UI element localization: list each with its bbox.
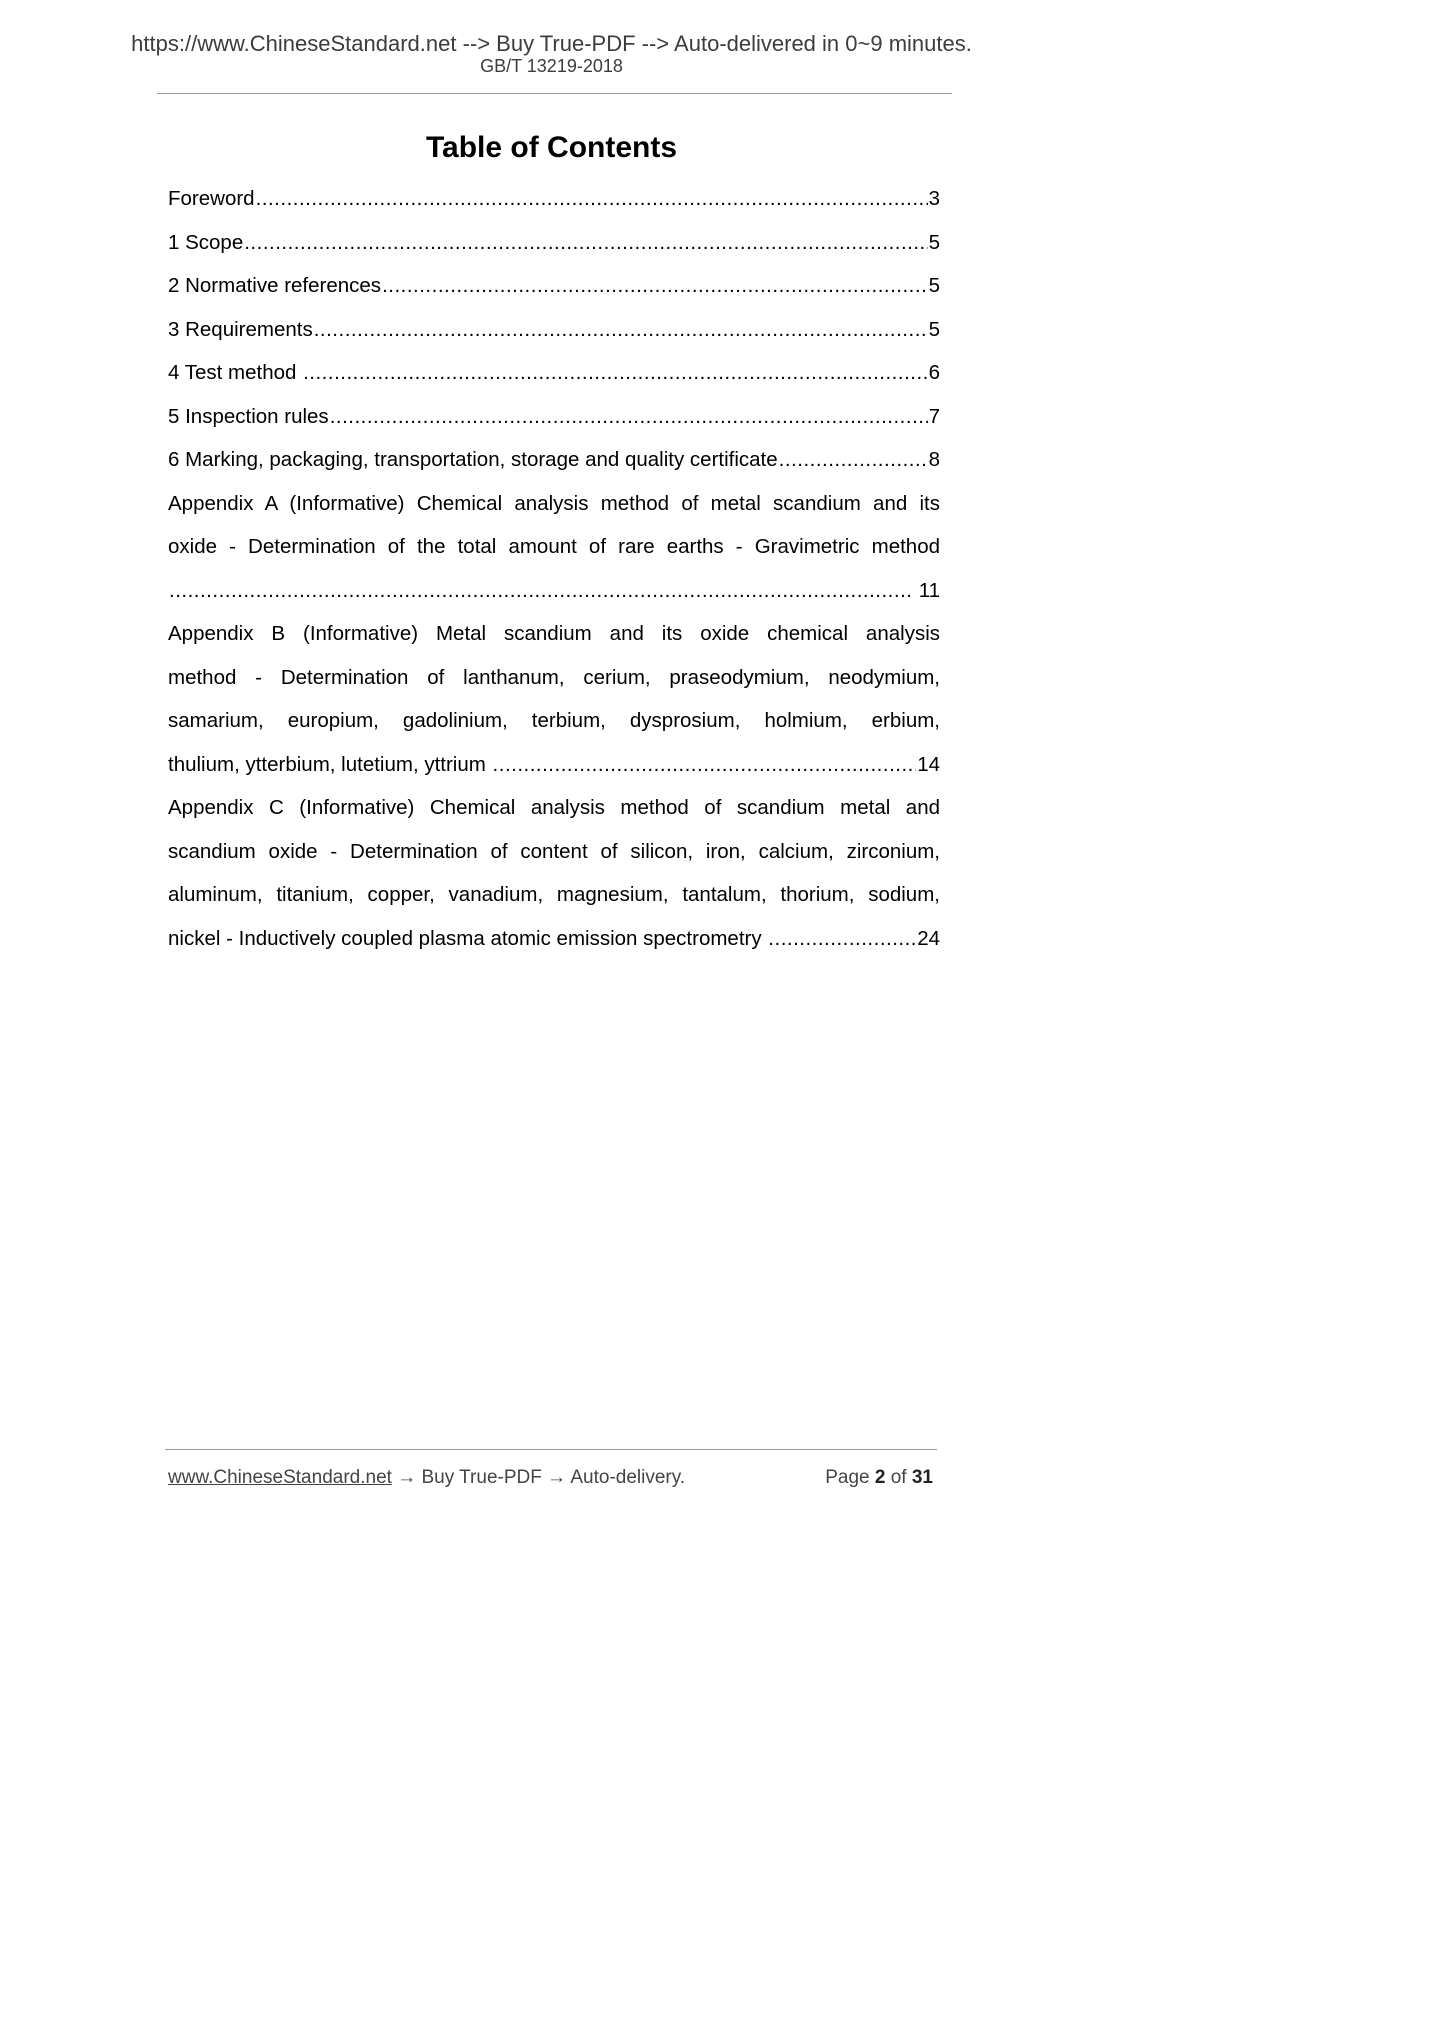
toc-entry-page: 6 [928, 361, 940, 384]
toc-entry-foreword[interactable] [168, 177, 940, 221]
toc-leader-dots [493, 743, 917, 787]
toc-entry-line: oxide - Determination of the total amount of rare earths - Gravimetric method [168, 535, 940, 558]
toc-entry-label: 6 Marking, packaging, transportation, storage and quality certificate [168, 448, 778, 471]
toc-entry-line: scandium oxide - Determination of content of silicon, iron, calcium, zirconium, [168, 839, 940, 863]
table-of-contents [168, 177, 940, 960]
toc-leader-dots [768, 917, 916, 961]
toc-entry-page: 11 [918, 578, 940, 602]
toc-entry-test-method[interactable] [168, 351, 940, 395]
toc-entry-line: Appendix C (Informative) Chemical analysis method of scandium metal and [168, 796, 940, 819]
toc-entry-page: 7 [928, 404, 940, 428]
header-divider [157, 93, 952, 94]
toc-entry-page: 8 [928, 448, 940, 471]
toc-leader-dots [244, 221, 927, 265]
toc-entry-page: 24 [917, 926, 940, 950]
standard-code: GB/T 13219-2018 [480, 56, 623, 76]
toc-entry-line: samarium, europium, gadolinium, terbium, dysprosium, holmium, erbium, [168, 709, 940, 732]
toc-entry-line: method - Determination of lanthanum, cerium, praseodymium, neodymium, [168, 665, 940, 689]
toc-entry-label: Foreword [168, 187, 255, 210]
toc-entry-last-line [168, 743, 940, 787]
toc-entry-inspection-rules[interactable] [168, 395, 940, 439]
toc-entry-normative-references[interactable] [168, 264, 940, 308]
of-word: of [890, 1467, 907, 1488]
toc-entry-label: thulium, ytterbium, lutetium, yttrium [168, 752, 492, 776]
toc-entry-label: nickel - Inductively coupled plasma atomic emission spectrometry [168, 926, 768, 950]
page-footer [168, 1465, 933, 1491]
toc-leader-dots [314, 308, 928, 352]
footer-website-link[interactable]: www.ChineseStandard.net [168, 1467, 392, 1488]
toc-entry-line: Appendix B (Informative) Metal scandium and its oxide chemical analysis [168, 622, 940, 645]
footer-divider [165, 1449, 937, 1450]
toc-entry-page: 5 [928, 230, 940, 254]
toc-entry-appendix-c[interactable] [168, 786, 940, 960]
toc-entry-scope[interactable] [168, 221, 940, 265]
toc-entry-page: 3 [928, 187, 940, 210]
toc-entry-appendix-b[interactable] [168, 612, 940, 786]
toc-leader-dots [779, 438, 928, 482]
toc-entry-line: Appendix A (Informative) Chemical analysis method of metal scandium and its [168, 491, 940, 515]
toc-entry-label: 5 Inspection rules [168, 404, 329, 428]
page-word: Page [825, 1467, 870, 1488]
toc-entry-last-line [168, 569, 940, 613]
toc-leader-dots [169, 569, 913, 613]
current-page-number: 2 [874, 1467, 886, 1488]
toc-entry-page: 14 [917, 752, 940, 776]
toc-entry-appendix-a[interactable] [168, 482, 940, 613]
toc-leader-dots [256, 177, 928, 221]
toc-entry-label: 4 Test method [168, 361, 303, 384]
toc-entry-line: aluminum, titanium, copper, vanadium, magnesium, tantalum, thorium, sodium, [168, 883, 940, 906]
toc-entry-label: 1 Scope [168, 230, 244, 254]
total-pages: 31 [911, 1467, 933, 1488]
toc-entry-marking-packaging[interactable] [168, 438, 940, 482]
toc-entry-label: 3 Requirements [168, 317, 313, 341]
toc-entry-page: 5 [928, 274, 940, 297]
top-banner: https://www.ChineseStandard.net --> Buy True-PDF --> Auto-delivered in 0~9 minutes. [131, 31, 972, 56]
toc-entry-last-line [168, 917, 940, 961]
toc-title: Table of Contents [425, 131, 678, 164]
page-counter [825, 1465, 933, 1491]
footer-tagline: → Buy True-PDF → Auto-delivery. [391, 1467, 686, 1488]
toc-entry-label: 2 Normative references [168, 274, 382, 297]
toc-leader-dots [382, 264, 928, 308]
toc-entry-requirements[interactable] [168, 308, 940, 352]
toc-leader-dots [330, 395, 928, 439]
toc-leader-dots [303, 351, 928, 395]
toc-entry-page: 5 [928, 317, 940, 341]
